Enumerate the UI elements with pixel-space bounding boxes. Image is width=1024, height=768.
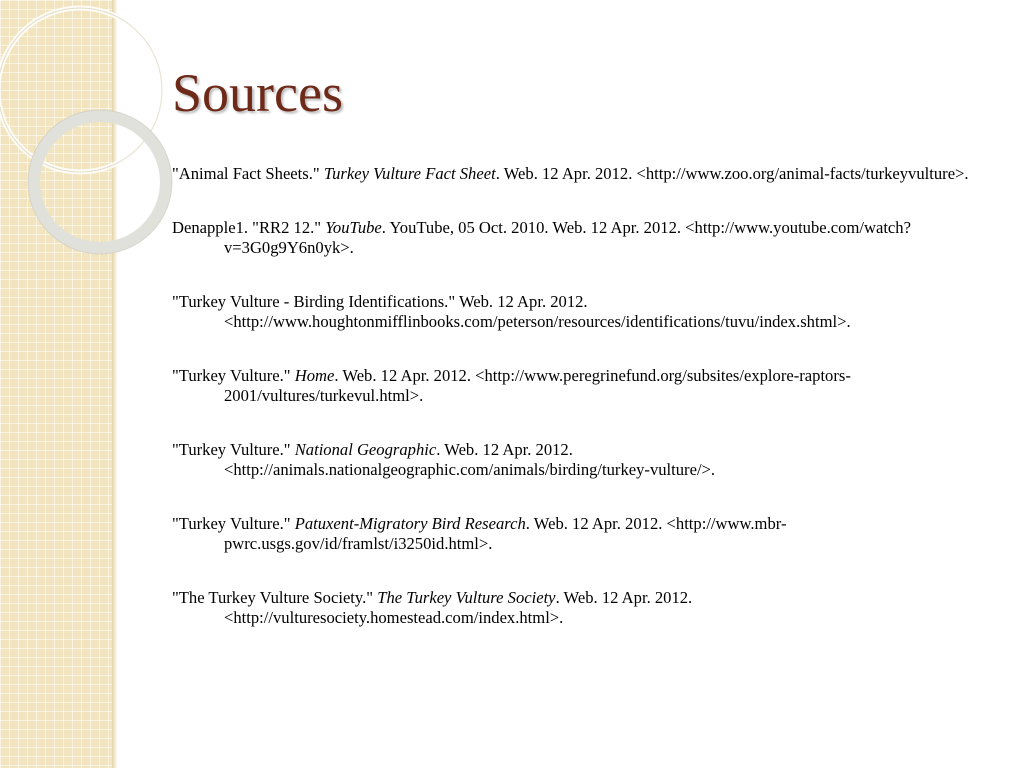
reference-item <box>172 164 992 184</box>
reference-lead: Denapple1. "RR2 12." <box>172 218 326 237</box>
reference-item <box>172 218 992 258</box>
reference-item <box>172 514 992 554</box>
reference-lead: "Turkey Vulture - Birding Identifications." Web. 12 Apr. 2012. <http://www.houghtonmifflinbooks.com/peterson/resources/identifications/tuvu/index.shtml>. <box>172 292 851 331</box>
decorative-rings-icon <box>0 0 180 260</box>
reference-italic-title: Turkey Vulture Fact Sheet <box>323 164 496 183</box>
slide-title: Sources <box>172 63 343 123</box>
reference-italic-title: YouTube <box>325 218 382 237</box>
reference-tail: . Web. 12 Apr. 2012. <http://animals.nationalgeographic.com/animals/birding/turkey-vulture/>. <box>224 440 716 479</box>
reference-italic-title: The Turkey Vulture Society <box>377 588 556 607</box>
reference-italic-title: Patuxent-Migratory Bird Research <box>294 514 526 533</box>
reference-lead: "Turkey Vulture." <box>172 514 295 533</box>
reference-tail: . Web. 12 Apr. 2012. <http://www.mbr-pwrc.usgs.gov/id/framlst/i3250id.html>. <box>224 514 787 553</box>
reference-tail: . Web. 12 Apr. 2012. <http://www.zoo.org/animal-facts/turkeyvulture>. <box>495 164 969 183</box>
reference-lead: "Turkey Vulture." <box>172 366 295 385</box>
reference-italic-title: National Geographic <box>294 440 437 459</box>
reference-list <box>172 164 992 662</box>
reference-tail: . Web. 12 Apr. 2012. <http://vulturesociety.homestead.com/index.html>. <box>224 588 693 627</box>
reference-tail: . YouTube, 05 Oct. 2010. Web. 12 Apr. 2012. <http://www.youtube.com/watch?v=3G0g9Y6n0yk>. <box>224 218 911 257</box>
reference-italic-title: Home <box>294 366 335 385</box>
reference-tail: . Web. 12 Apr. 2012. <http://www.peregrinefund.org/subsites/explore-raptors-2001/vultures/turkevul.html>. <box>224 366 851 405</box>
reference-item <box>172 366 992 406</box>
reference-item <box>172 588 992 628</box>
reference-lead: "The Turkey Vulture Society." <box>172 588 378 607</box>
reference-item <box>172 440 992 480</box>
reference-item <box>172 292 992 332</box>
reference-lead: "Turkey Vulture." <box>172 440 295 459</box>
reference-lead: "Animal Fact Sheets." <box>172 164 324 183</box>
